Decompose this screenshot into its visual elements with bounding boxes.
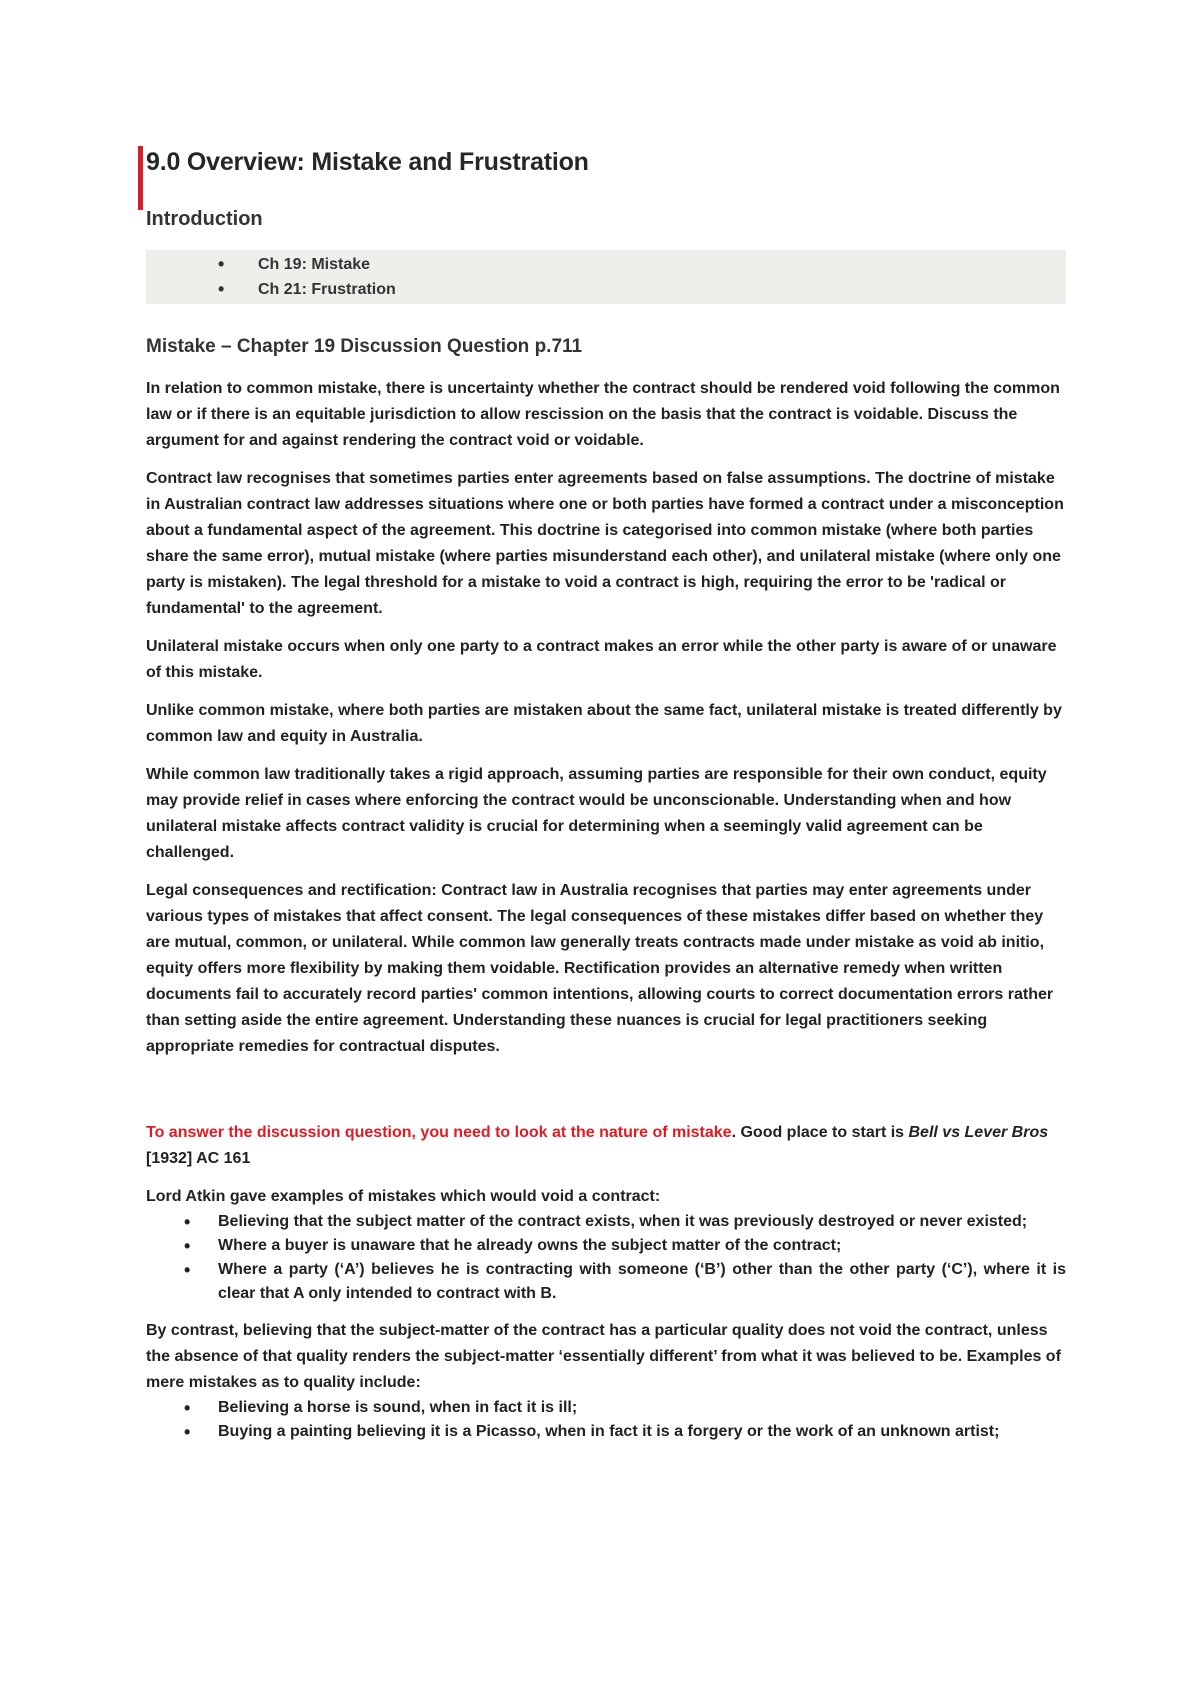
body-paragraph: While common law traditionally takes a rigid approach, assuming parties are responsible for their own conduct, equity may provide relief in cases where enforcing the contract would be unconscionable. Understanding when and how unilateral mistake affects contract validity is crucial for determining when a seemingly valid agreement can be challenged. (146, 766, 1047, 861)
answer-text: . Good place to start is (731, 1124, 909, 1141)
chapter-item: • Ch 21: Frustration (146, 277, 1066, 302)
atkin-list (146, 1210, 1066, 1306)
list-item: • Where a buyer is unaware that he already owns the subject matter of the contract; (146, 1234, 1066, 1258)
list-item: • Where a party (‘A’) believes he is contracting with someone (‘B’) other than the other party (‘C’), where it is clear that A only intended to contract with B. (146, 1258, 1066, 1306)
list-item: • Believing that the subject matter of the contract exists, when it was previously destroyed or never existed; (146, 1210, 1066, 1234)
discussion-question: In relation to common mistake, there is uncertainty whether the contract should be rendered void following the common law or if there is an equitable jurisdiction to allow rescission on the basis that the contract is voidable. Discuss the argument for and against rendering the contract void or voidable. (146, 380, 1060, 449)
body-paragraph: Unilateral mistake occurs when only one party to a contract makes an error while the other party is aware of or unaware of this mistake. (146, 638, 1057, 681)
atkin-intro: Lord Atkin gave examples of mistakes which would void a contract: (146, 1188, 661, 1205)
title-accent-bar (138, 146, 143, 210)
body-paragraph: Contract law recognises that sometimes parties enter agreements based on false assumptions. The doctrine of mistake in Australian contract law addresses situations where one or both parties have formed a contract under a misconception about a fundamental aspect of the agreement. This doctrine is categorised into common mistake (where both parties share the same error), mutual mistake (where parties misunderstand each other), and unilateral mistake (where only one party is mistaken). The legal threshold for a mistake to void a contract is high, requiring the error to be 'radical or fundamental' to the agreement. (146, 470, 1064, 617)
title-block (146, 140, 1066, 184)
page-title: 9.0 Overview: Mistake and Frustration (146, 148, 589, 176)
answer-paragraph (146, 1120, 1066, 1172)
case-name: Bell vs Lever Bros (908, 1124, 1049, 1141)
list-item: • Believing a horse is sound, when in fact it is ill; (146, 1396, 1066, 1420)
chapter-item: • Ch 19: Mistake (146, 252, 1066, 277)
list-item: • Buying a painting believing it is a Picasso, when in fact it is a forgery or the work of an unknown artist; (146, 1420, 1066, 1444)
introduction-heading: Introduction (146, 208, 263, 230)
answer-highlight: To answer the discussion question, you need to look at the nature of mistake (146, 1124, 732, 1141)
section-heading: Mistake – Chapter 19 Discussion Question p.711 (146, 336, 583, 357)
quality-intro: By contrast, believing that the subject-matter of the contract has a particular quality does not void the contract, unless the absence of that quality renders the subject-matter ‘essentially different’ from what it was believed to be. Examples of mere mistakes as to quality include: (146, 1322, 1061, 1391)
quality-list (146, 1396, 1066, 1444)
case-citation: [1932] AC 161 (146, 1150, 251, 1167)
document-content (146, 140, 1066, 1444)
body-paragraph: Legal consequences and rectification: Contract law in Australia recognises that parties may enter agreements under various types of mistakes that affect consent. The legal consequences of these mistakes differ based on whether they are mutual, common, or unilateral. While common law generally treats contracts made under mistake as void ab initio, equity offers more flexibility by making them voidable. Rectification provides an alternative remedy when written documents fail to accurately record parties' common intentions, allowing courts to correct documentation errors rather than setting aside the entire agreement. Understanding these nuances is crucial for legal practitioners seeking appropriate remedies for contractual disputes. (146, 882, 1054, 1055)
body-paragraph: Unlike common mistake, where both parties are mistaken about the same fact, unilateral mistake is treated differently by common law and equity in Australia. (146, 702, 1062, 745)
chapter-list (146, 250, 1066, 304)
